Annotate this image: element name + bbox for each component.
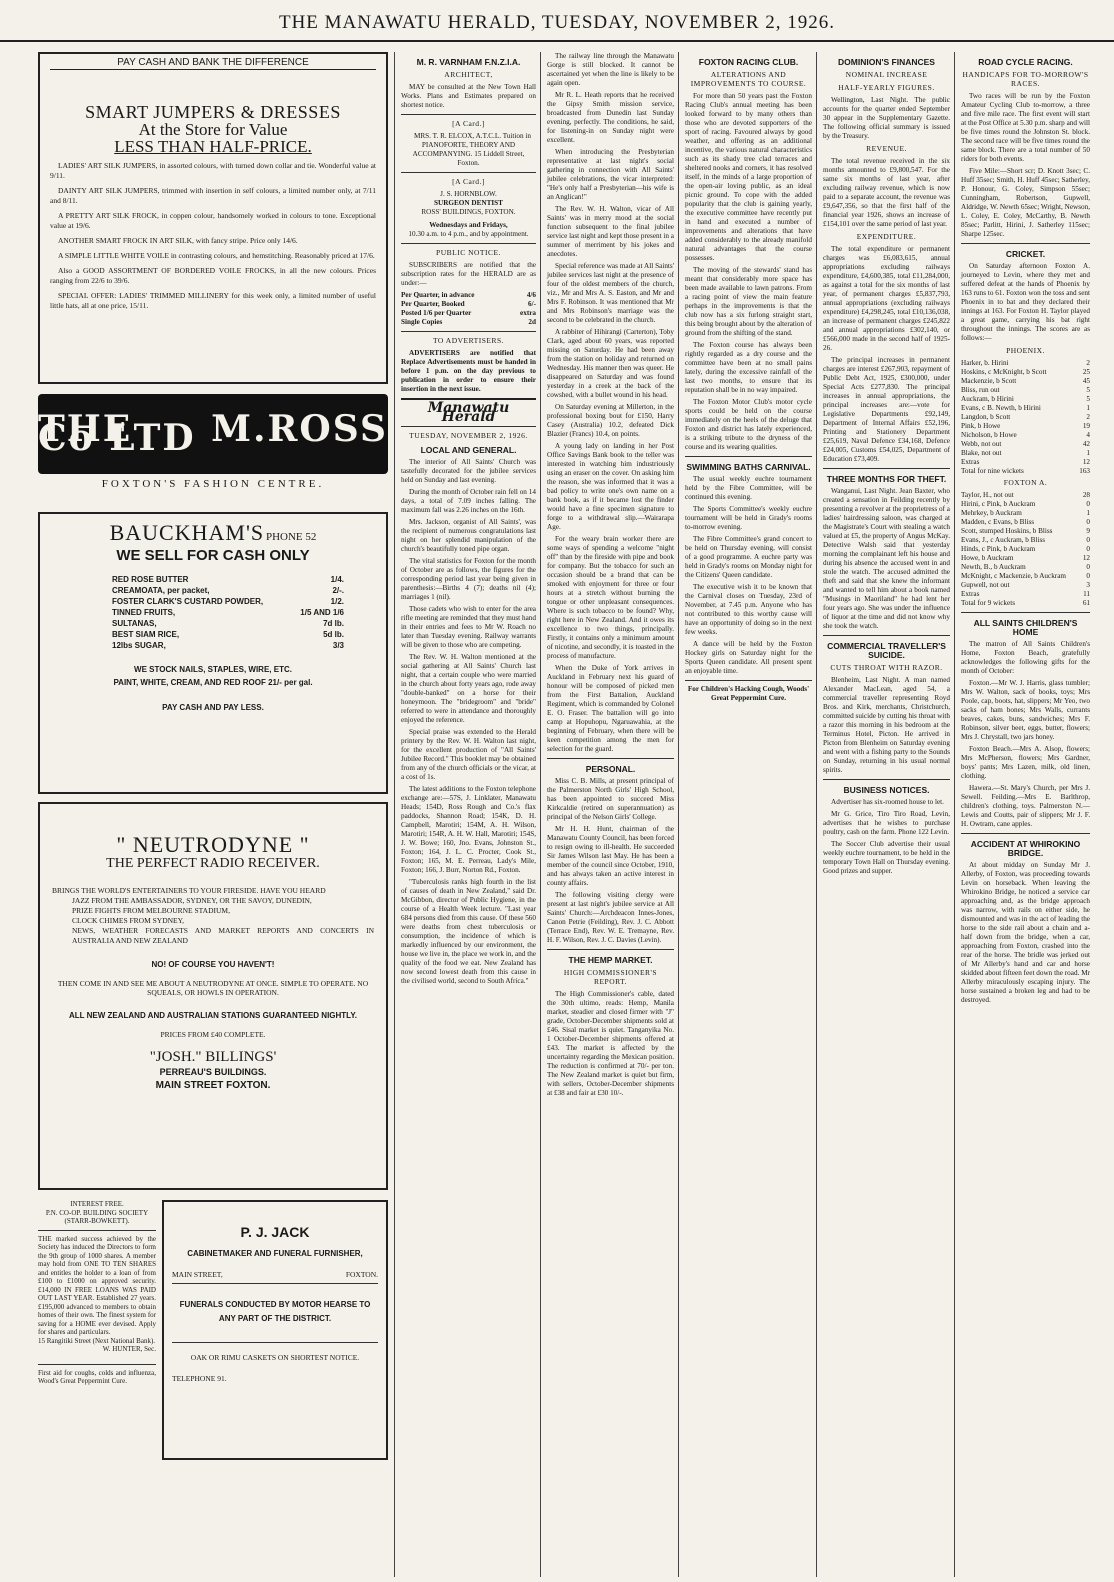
- score-row: [961, 491, 1090, 500]
- rate-label: Posted 1/6 per Quarter: [401, 309, 472, 317]
- neutrodyne-lines: [52, 886, 374, 946]
- column-4: [678, 52, 812, 1577]
- runs: 12: [1082, 458, 1090, 466]
- price-row: [112, 640, 344, 651]
- news-paragraph: Special reference was made at All Saints' jubilee services last night at the presence of four of the oldest members of the church, viz., Mr and Mrs A. S. Easton, and Mr and Mrs F. Robinson. It was mentioned that Mr and Mrs Robinson's marriage was the second to be celebrated in the church.: [547, 262, 674, 324]
- runs: 0: [1086, 536, 1090, 544]
- runs: 0: [1086, 518, 1090, 526]
- jack-town: FOXTON.: [345, 1270, 378, 1279]
- price: 2/-.: [332, 586, 344, 595]
- bauckham-slogan: WE SELL FOR CASH ONLY: [116, 547, 310, 564]
- rate-row: [401, 318, 536, 327]
- public-notice-heading: PUBLIC NOTICE.: [436, 248, 501, 257]
- neutrodyne-not: NO! OF COURSE YOU HAVEN'T!: [151, 960, 275, 969]
- column-5: [816, 52, 950, 1577]
- bauckham-footer: PAY CASH AND PAY LESS.: [162, 703, 264, 712]
- batsman: Taylor, H., not out: [961, 491, 1014, 499]
- score-row: [961, 554, 1090, 563]
- score-row: [961, 467, 1090, 476]
- runs: 2: [1086, 359, 1090, 367]
- expenditure-heading: EXPENDITURE.: [856, 232, 917, 241]
- item: CREAMOATA, per packet,: [112, 586, 210, 595]
- news-paragraph: At about midday on Sunday Mr J. Allerby, of Foxton, was proceeding towards Levin on horseback. When leaving the Whirokino Bridge, he noticed a service car approaching and, as the bridge approach was narrow, with rails on either side, he dismounted and was in the act of leading the horse to the side rail about a chain and a-half down from the bridge, when a car, approaching from Foxton, crashed into the rear of the horse. The bridle was jerked out of Mr Allerby's hand and car and horse skidded about fifteen feet down the road. Mr Allerby miraculously escaping injury. The horse sustained a broken leg and had to be destroyed.: [961, 861, 1090, 1004]
- scorecard-foxton: [961, 491, 1090, 608]
- theft-heading: THREE MONTHS FOR THEFT.: [826, 474, 947, 484]
- cycle-racing-heading: ROAD CYCLE RACING.: [978, 57, 1073, 67]
- news-paragraph: When the Duke of York arrives in Auckland in February next his guard of honour will be composed of picked men from the First Battalion, Auckland Regiment, which is commanded by Colonel E. O. Fraser. The battalion will go into camp at Hopuhopu, Ngaruawahia, at the beginning of February, when there will be keen competition among the men for selection for the guard.: [547, 664, 674, 753]
- batsman: Scott, stumped Hoskins, b Bliss: [961, 527, 1053, 535]
- divider: [401, 426, 536, 427]
- team-foxton-heading: FOXTON A.: [1003, 478, 1048, 487]
- batsman: Hirini, c Pink, b Auckram: [961, 500, 1036, 508]
- nameplate: Manawatu Herald: [427, 400, 510, 425]
- score-row: [961, 518, 1090, 527]
- news-paragraph: The usual weekly euchre tournament held by the Fibre Committee, will be continued this evening.: [685, 475, 812, 501]
- suicide-subheading: CUTS THROAT WITH RAZOR.: [830, 663, 943, 672]
- batsman: Gupwell, not out: [961, 581, 1010, 589]
- store-ad: [38, 52, 388, 384]
- score-row: [961, 563, 1090, 572]
- store-halfprice: LESS THAN HALF-PRICE.: [114, 137, 312, 156]
- news-paragraph: The principal increases in permanent charges are interest £267,903, repayment of Public Debt Act, 1925, £300,000, under Special Acts £277,830. The principal increases in annual appropriations, the principal increases are:—vote for Legislative Departments £92,149, Department of Internal Affairs £52,196, Printing and Stationery Department £25,619, Naval Defence £34,168, Defence £24,005, Customs £54,025, Department of Education £73,409.: [823, 356, 950, 463]
- runs: 2: [1086, 413, 1090, 421]
- neutrodyne-stations: ALL NEW ZEALAND AND AUSTRALIAN STATIONS GUARANTEED NIGHTLY.: [69, 1011, 357, 1020]
- runs: 3: [1086, 581, 1090, 589]
- score-row: [961, 458, 1090, 467]
- ross-tagline: FOXTON'S FASHION CENTRE.: [101, 478, 325, 490]
- news-paragraph: During the month of October rain fell on 14 days, a total of 7.09 inches falling. The maximum fall was 2.26 inches on the 16th.: [401, 488, 536, 514]
- suicide-heading: COMMERCIAL TRAVELLER'S SUICIDE.: [827, 641, 946, 660]
- runs: 0: [1086, 545, 1090, 553]
- divider: [823, 635, 950, 636]
- runs: 1: [1086, 404, 1090, 412]
- score-row: [961, 581, 1090, 590]
- line: CLOCK CHIMES FROM SYDNEY,: [72, 916, 184, 925]
- score-row: [961, 431, 1090, 440]
- jack-street: MAIN STREET,: [172, 1270, 223, 1279]
- news-paragraph: Mr H. H. Hunt, chairman of the Manawatu County Council, has been forced to resign owing to ill-health. He succeeded Sir James Wilson last May. He has been a member of the council since October, 1910, and has always taken an active interest in county affairs.: [547, 825, 674, 887]
- hornblow-days: Wednesdays and Fridays,: [429, 221, 508, 229]
- news-paragraph: The Soccer Club advertise their usual weekly euchre tournament, to be held in the temporary Town Hall on Thursday evening. Good prizes and supper.: [823, 840, 950, 875]
- jack-ad: [162, 1200, 388, 1460]
- news-paragraph: Advertiser has six-roomed house to let.: [831, 798, 944, 806]
- bauckham-stock: WE STOCK NAILS, STAPLES, WIRE, ETC.: [134, 665, 292, 674]
- childrens-home-heading: ALL SAINTS CHILDREN'S HOME: [973, 618, 1078, 637]
- runs: 4: [1086, 431, 1090, 439]
- rate-row: [401, 291, 536, 300]
- store-banner: PAY CASH AND BANK THE DIFFERENCE: [50, 58, 376, 70]
- news-paragraph: Hawera.—St. Mary's Church, per Mrs J. Sewell. Feilding.—Mrs E. Barlthrop, children's clothing, toys. Palmerston N.—Lewis and Coutts, pair of slippers; Mr J. F. H. Owtram, cane apples.: [961, 784, 1090, 828]
- rate-label: Single Copies: [401, 318, 443, 326]
- news-paragraph: The Foxton Motor Club's motor cycle sports could be held on the course immediately on the heels of the deluge that Foxton and district has lately experienced, is a striking tribute to the dryness of the course and its wearing qualities.: [685, 398, 812, 451]
- jack-telephone: TELEPHONE 91.: [172, 1374, 227, 1383]
- neutrodyne-price: PRICES FROM £40 COMPLETE.: [160, 1030, 266, 1039]
- store-item: SPECIAL OFFER: LADIES' TRIMMED MILLINERY for this week only, a limited number of useful little hats, all at one price, 15/11.: [50, 291, 376, 310]
- item: RED ROSE BUTTER: [112, 575, 189, 584]
- racing-club-subheading: ALTERATIONS AND IMPROVEMENTS TO COURSE.: [690, 70, 807, 88]
- news-paragraph: Mr G. Grice, Tiro Tiro Road, Levin, advertises that he wishes to purchase poultry, cash on the farm. Phone 122 Levin.: [823, 810, 950, 836]
- rate-value: 2d: [528, 318, 536, 326]
- divider: [401, 243, 536, 244]
- coop-body: THE marked success achieved by the Society has induced the Directors to form the 9th group of 1000 shares. A member may hold from ONE TO TEN SHARES and entitles the holder to a loan of from £100 to £1000 on approved security. £14,000 IN FREE LOANS WAS PAID OUT LAST YEAR. Established 27 years. £195,000 advanced to members to obtain homes of their own. The finest system for saving for a HOME ever devised. Apply for shares and particulars.: [38, 1234, 156, 1336]
- score-row: [961, 404, 1090, 413]
- divider: [961, 833, 1090, 834]
- finances-sub1: NOMINAL INCREASE: [845, 70, 928, 79]
- line: NEWS, WEATHER FORECASTS AND MARKET REPORTS AND CONCERTS IN AUSTRALIA AND NEW ZEALAND: [72, 926, 374, 945]
- hemp-market-heading: THE HEMP MARKET.: [568, 955, 653, 965]
- score-row: [961, 536, 1090, 545]
- news-paragraph: Those cadets who wish to enter for the area rifle meeting are reminded that they must hand in their entries and fees to Mr W. Roach no later than Tuesday evening. Railway warrants will be given to those who are competing.: [401, 605, 536, 649]
- news-paragraph: Blenheim, Last Night. A man named Alexander MacLean, aged 54, a commercial traveller representing Royd Bros. and Kirk, merchants, Christchurch, committed suicide by cutting his throat with a razor this morning in his bedroom at the Terminus Hotel, Picton. He arrived in Picton from Blenheim on Saturday evening and went with a fishing party to the Sounds on Sunday, returning in his usual normal spirits.: [823, 676, 950, 774]
- rate-row: [401, 309, 536, 318]
- divider: [38, 1230, 156, 1231]
- elcox-card: MRS. T. R. ELCOX, A.T.C.L. Tuition in PIANOFORTE, THEORY AND ACCOMPANYING. 15 Liddell Street, Foxton.: [412, 132, 532, 167]
- masthead: [0, 8, 1114, 42]
- coop-address: 15 Rangitiki Street (Next National Bank).: [38, 1336, 156, 1345]
- bauckham-paint: PAINT, WHITE, CREAM, AND RED ROOF 21/- per gal.: [113, 678, 313, 687]
- business-notices-heading: BUSINESS NOTICES.: [843, 785, 930, 795]
- item: FOSTER CLARK'S CUSTARD POWDER,: [112, 597, 264, 606]
- batsman: Newth, B., b Auckram: [961, 563, 1026, 571]
- rate-row: [401, 300, 536, 309]
- dateline: TUESDAY, NOVEMBER 2, 1926.: [409, 431, 528, 440]
- runs: 9: [1086, 527, 1090, 535]
- neutrodyne-name: " NEUTRODYNE ": [116, 832, 310, 857]
- item: 12lbs SUGAR,: [112, 641, 166, 650]
- batsman: Langdon, b Scott: [961, 413, 1011, 421]
- rate-value: 4/6: [526, 291, 536, 299]
- news-paragraph: "Tuberculosis ranks high fourth in the list of causes of death in New Zealand," said Dr. McGibbon, director of Public Hygiene, in the course of a Health Week lecture. "Last year 684 persons died from this cause. Of these 560 were deaths from chest tuberculosis or consumption, the incidence of which is markedly influenced by our environment, the house we live in, the place we work in, and the quality of the food we eat. New Zealand has now second lowest death from this cause in the civilised world, second to South Africa.": [401, 878, 536, 985]
- jack-funerals: FUNERALS CONDUCTED BY MOTOR HEARSE TO ANY PART OF THE DISTRICT.: [179, 1300, 371, 1323]
- batsman: Extras: [961, 458, 980, 466]
- score-row: [961, 449, 1090, 458]
- coop-secretary: W. HUNTER, Sec.: [102, 1345, 156, 1353]
- news-paragraph: Foxton Beach.—Mrs A. Alsop, flowers; Mrs McPherson, flowers; Mrs Gardner, boys' pants; Mrs Lazen, milk, old linen, clothing.: [961, 745, 1090, 780]
- runs: 11: [1083, 590, 1090, 598]
- main-street-foxton: MAIN STREET FOXTON.: [155, 1080, 271, 1091]
- personal-heading: PERSONAL.: [585, 764, 636, 774]
- store-item: LADIES' ART SILK JUMPERS, in assorted colours, with turned down collar and tie. Wonderful value at 9/11.: [50, 161, 376, 180]
- score-row: [961, 545, 1090, 554]
- news-paragraph: For more than 50 years past the Foxton Racing Club's annual meeting has been looked forward to by many others than those who are devoted supporters of the sport of racing. Favoured always by good weather, and offering as an additional incentive, the various natural characteristics such as its shady tree clad terraces and sheltered nooks and corners, it has resolved itself, in the minds of a large proportion of the open-air loving public, as an ideal picnic ground. To cope with the added popularity that the club is gaining yearly, the executive committee have recently put in hand and executed a number of improvements and alterations that have added considerably to the already manifold natural advantages that the course possesses.: [685, 92, 812, 262]
- divider: [547, 758, 674, 759]
- hornblow-hours: 10.30 a.m. to 4 p.m., and by appointment.: [408, 230, 529, 238]
- batsman: Hoskins, c McKnight, b Scott: [961, 368, 1047, 376]
- news-paragraph: Special praise was extended to the Herald printery by the Rev. W. H. Walton last night, for the excellent production of "All Saints' Jubilee Record." This booklet may be obtained from any of the church officials or the vicar, at a cost of 1s.: [401, 728, 536, 781]
- batsman: Harker, b. Hirini: [961, 359, 1009, 367]
- line: BRINGS THE WORLD'S ENTERTAINERS TO YOUR FIRESIDE. HAVE YOU HEARD: [52, 886, 326, 895]
- news-paragraph: For the weary brain worker there are some ways of spending a welcome "night off" than by the fireside with pipe and book for company. But the tobacco for such an occasion should be a brand that can be smoked with enjoyment for three or four hours at a stretch without burning the tongue or other unpleasant consequences. Where is such tobacco to be found? Why, right here in New Zealand. And it owes its excellence to two things, principally. Firstly, it contains only a minimum amount of nicotine, and secondly, it is toasted in the process of manufacture.: [547, 535, 674, 660]
- price: 1/5 AND 1/6: [300, 608, 344, 617]
- coop-society: P.N. CO-OP. BUILDING SOCIETY (STARR-BOWKETT).: [45, 1208, 149, 1225]
- price: 1/4.: [330, 575, 344, 584]
- ross-logo: THE M.ROSS Co LTD: [38, 394, 388, 474]
- item: BEST SIAM RICE,: [112, 630, 180, 639]
- item: SULTANAS,: [112, 619, 157, 628]
- score-row: [961, 413, 1090, 422]
- news-paragraph: The total expenditure or permanent charges was £6,083,615, annual appropriations excluding railways expenditure, £4,600,385, total £11,284,000, as against a total for the six months of last year, of permanent charges £5,837,793, annual appropriations (excluding railways expenditure) £4,298,245, total £10,136,038, an increase of permanent charges £245,822 and annual appropriations £302,140, or £566,000 made in the second half of 1925-26.: [823, 245, 950, 352]
- store-heading: SMART JUMPERS & DRESSES: [85, 102, 341, 122]
- store-item: ANOTHER SMART FROCK IN ART SILK, with fancy stripe. Price only 14/6.: [58, 236, 298, 245]
- column-2: [394, 52, 536, 1577]
- batsman: Blake, not out: [961, 449, 1002, 457]
- price: 1/2.: [330, 597, 344, 606]
- runs: 42: [1082, 440, 1090, 448]
- news-paragraph: The matron of All Saints Children's Home, Foxton Beach, gratefully acknowledges the following gifts for the month of October:: [961, 640, 1090, 675]
- runs: 45: [1082, 377, 1090, 385]
- news-paragraph: The Rev. W. H. Walton mentioned at the social gathering at All Saints' Church last night, that a certain couple who were married in the church about forty years ago, rode away "double-banked" on a horse for their honeymoon. The "bridegroom" and "bride" referred to were in attendance and thoroughly enjoyed the reference.: [401, 653, 536, 724]
- news-paragraph: The Foxton course has always been rightly regarded as a dry course and the committee have been at no small pains lately, during the excessive rainfall of the last two months, to ensure that its reputation shall be in no way impaired.: [685, 341, 812, 394]
- price-row: [112, 596, 344, 607]
- score-row: [961, 377, 1090, 386]
- score-row: [961, 500, 1090, 509]
- cycle-racing-subheading: HANDICAPS FOR TO-MORROW'S RACES.: [962, 70, 1089, 88]
- news-paragraph: The interior of All Saints' Church was tastefully decorated for the jubilee services held on Sunday and last evening.: [401, 458, 536, 484]
- batsman: Madden, c Evans, b Bliss: [961, 518, 1035, 526]
- racing-club-heading: FOXTON RACING CLUB.: [698, 57, 799, 67]
- store-item: A SIMPLE LITTLE WHITE VOILE in contrasting colours, and hemstitching. Reasonably priced at 17/6.: [58, 251, 375, 260]
- batsman: Hinds, c Pink, b Auckram: [961, 545, 1036, 553]
- rate-value: extra: [520, 309, 536, 317]
- news-paragraph: Miss C. B. Mills, at present principal of the Palmerston North Girls' High School, has been appointed to succeed Miss Kirkcaldie (retired on superannuation) as principal of the Nelson Girls' College.: [547, 777, 674, 821]
- coop-ad: [38, 1200, 162, 1460]
- score-row: [961, 395, 1090, 404]
- runs: 12: [1082, 554, 1090, 562]
- news-paragraph: The Fibre Committee's grand concert to be held on Thursday evening, will consist of a good programme. A euchre party was held in Grady's rooms on Monday night for the Citizens' Queen candidate.: [685, 535, 812, 579]
- neutrodyne-come: THEN COME IN AND SEE ME ABOUT A NEUTRODYNE AT ONCE. SIMPLE TO OPERATE. NO SQUEALS, OR HOWLS IN OPERATION.: [57, 979, 369, 997]
- score-row: [961, 572, 1090, 581]
- score-row: [961, 386, 1090, 395]
- news-paragraph: The Rev. W. H. Walton, vicar of All Saints' was in merry mood at the social function subsequent to the final jubilee service last night and kept those present in a summer of merriment by his jokes and anecdotes.: [547, 205, 674, 258]
- news-paragraph: Mrs. Jackson, organist of All Saints', was the recipient of numerous congratulations last night on her splendid manipulation of the church's beautifully toned pipe organ.: [401, 518, 536, 553]
- finances-sub2: HALF-YEARLY FIGURES.: [838, 83, 935, 92]
- rate-value: 6/-: [528, 300, 536, 308]
- hornblow-name: J. S. HORNBLOW.: [440, 190, 497, 198]
- line: JAZZ FROM THE AMBASSADOR, SYDNEY, OR THE SAVOY, DUNEDIN,: [72, 896, 312, 905]
- runs: 1: [1086, 449, 1090, 457]
- runs: 0: [1086, 572, 1090, 580]
- score-row: [961, 509, 1090, 518]
- masthead-title: THE MANAWATU HERALD, TUESDAY, NOVEMBER 2, 1926.: [278, 12, 836, 33]
- batsman: Evans, J., c Auckram, b Bliss: [961, 536, 1046, 544]
- runs: 28: [1082, 491, 1090, 499]
- jack-name: P. J. JACK: [240, 1224, 310, 1240]
- runs: 0: [1086, 500, 1090, 508]
- batsman: Evans, c B. Newth, b Hirini: [961, 404, 1041, 412]
- news-paragraph: The High Commissioner's cable, dated the 30th ultimo, reads: Hemp, Manila market, steadier and closed firmer with "J" grade, October-December shipments sold at £46. Sisal market is quiet. Tanganyika No. 1 October-December shipments offered at £43. The market is affected by the uncertainty regarding the Mexican position. The reduction is confirmed at 70/- per ton. The New Zealand market is quiet but firm, with sellers, October-December shipments at £38 and fair at £30 10/-.: [547, 990, 674, 1097]
- batsman: Extras: [961, 590, 980, 598]
- news-paragraph: The moving of the stewards' stand has meant that considerably more space has been made available to lawn patrons. From a racing point of view the main feature perhaps in the improvements is that the club now has a six furlong straight start, this being brought about by the alteration of ground from the shifting of the stand.: [685, 266, 812, 337]
- news-paragraph: The Sports Committee's weekly euchre tournament will be held in Grady's rooms to-morrow evening.: [685, 505, 812, 531]
- news-paragraph: Two races will be run by the Foxton Amateur Cycling Club to-morrow, a three and five mile race. The first event will start at the Post Office at 5.30 p.m. sharp and will be five times round the Johnston St. block. The second race will be five times round the same block. There are a total number of 50 riders for both events.: [961, 92, 1090, 163]
- divider: [401, 114, 536, 115]
- bauckham-ad: [38, 512, 388, 794]
- rate-label: Per Quarter, Booked: [401, 300, 465, 308]
- store-item: A PRETTY ART SILK FROCK, in coppen colour, handsomely worked in colours to tone. Exceptional value at 19/6.: [50, 211, 376, 230]
- advertisers-heading: TO ADVERTISERS.: [432, 336, 505, 345]
- news-paragraph: Foxton.—Mr W. J. Harris, glass tumbler; Mrs W. Walton, sack of books, toys; Mrs Poole, cap, boots, hat, slippers; Mr Yeo, two sacks of ham bones; Mrs Walls, currants beaves, cakes, buns, sandwiches; Mrs F. Robinson, silver beet, eggs, butter, flowers; Mrs J. Chrystall, two jars honey.: [961, 679, 1090, 741]
- jack-caskets: OAK OR RIMU CASKETS ON SHORTEST NOTICE.: [190, 1353, 360, 1362]
- swimming-carnival-heading: SWIMMING BATHS CARNIVAL.: [686, 462, 811, 472]
- news-paragraph: The railway line through the Manawatu Gorge is still blocked. It cannot be ascertained yet when the line is likely to be again open.: [547, 52, 674, 87]
- neutrodyne-ad: [38, 802, 388, 1190]
- news-paragraph: A rabbiter of Hihirangi (Carterton), Toby Clark, aged about 60 years, was reported missing on Saturday. He had been away from the station on holiday and returned on Wednesday. His manner then was queer. He disappeared on Saturday and was found yesterday in a creek at the back of the cowshed, with a bullet wound in his head.: [547, 328, 674, 399]
- item: TINNED FRUITS,: [112, 608, 176, 617]
- news-paragraph: When introducing the Presbyterian representative at last night's social gathering in connection with All Saints' jubilee celebrations, the vicar interpreted: "He's only half a Presbyterian—his wife is an Anglican!": [547, 148, 674, 201]
- batsman: Total for 9 wickets: [961, 599, 1015, 607]
- hornblow-title: SURGEON DENTIST: [434, 199, 503, 207]
- divider: [172, 1342, 378, 1343]
- news-paragraph: A dance will be held by the Foxton Hockey girls on Saturday night for the Sports Queen candidate. All present spent an enjoyable time.: [685, 640, 812, 675]
- divider: [823, 779, 950, 780]
- news-paragraph: On Saturday evening at Millerton, in the professional boxing bout for £150, Harry Casey (Australia) 10.2, defeated Dick Blazier (Francs) 10.4, on points.: [547, 403, 674, 438]
- ross-ad: [38, 394, 388, 504]
- divider: [685, 680, 812, 681]
- news-paragraph: A young lady on landing in her Post Office Savings Bank book to the teller was interested in watching him industriously using an eraser on the cover. On asking him the reason, she was informed that it was a bad policy to write one's own name on a bank book, as if it became lost the finder would have a fine specimen signature to forge to a withdrawal slip.—Wairarapa Age.: [547, 442, 674, 531]
- price: 3/3: [332, 641, 344, 650]
- price-row: [112, 618, 344, 629]
- rate-label: Per Quarter, in advance: [401, 291, 475, 299]
- team-phoenix-heading: PHOENIX.: [1006, 346, 1045, 355]
- runs: 1: [1086, 509, 1090, 517]
- card-label: [A Card.]: [452, 177, 485, 186]
- batsman: Mackenzie, b Scott: [961, 377, 1017, 385]
- price-row: [112, 574, 344, 585]
- news-paragraph: The latest additions to the Foxton telephone exchange are:—57S, J. Linklater, Manawatu Heads; 154D, Ross Rough and Co.'s flax paddocks, Shannon Road; 154K, D. H. Campbell, Marotiri; 154M, A. H. Wilson, Marotiri; 154R, A. H. W. Hall, Marotiri; 154S, J. W. Bowe; 160, Jno. Evans, Johnston St., Foxton; 164, J. L. C. Procter, Cook St., Foxton; 165, M. E. Perreau, Lady's Mile, Foxton; 166, J. Burr, Norton Rd., Foxton.: [401, 785, 536, 874]
- divider: [961, 243, 1090, 244]
- bauckham-name: BAUCKHAM'S: [109, 520, 265, 545]
- batsman: Webb, not out: [961, 440, 1002, 448]
- column-3: [540, 52, 674, 1577]
- jack-trade: CABINETMAKER AND FUNERAL FURNISHER,: [187, 1249, 363, 1258]
- runs: 25: [1082, 368, 1090, 376]
- varnham-body: MAY be consulted at the New Town Hall Works. Plans and Estimates prepared on shortest notice.: [401, 83, 536, 109]
- store-items: [50, 161, 376, 311]
- varnham-name: M. R. VARNHAM F.N.Z.I.A.: [416, 57, 521, 67]
- batsman: Total for nine wickets: [961, 467, 1024, 475]
- column-6: [954, 52, 1090, 1577]
- divider: [547, 949, 674, 950]
- batsman: Bliss, run out: [961, 386, 1000, 394]
- runs: 5: [1086, 395, 1090, 403]
- news-paragraph: The total revenue received in the six months amounted to £9,800,547. For the same six months of last year, after excluding railway revenue, which is now paid to a separate account, the revenue was £9,647,356, so that the first half of the financial year 1926, shows an increase of £154,101 over the same period of last year.: [823, 157, 950, 228]
- score-row: [961, 599, 1090, 608]
- josh-billings: "JOSH." BILLINGS': [149, 1049, 277, 1065]
- card-label: [A Card.]: [452, 119, 485, 128]
- news-paragraph: Five Mile:—Short scr; D. Knott 3sec; C. Huff 35sec; Smith, H. Huff 45sec; Satherley, P. Honour, G. Coley, Simpson 55sec; Cunningham, Robertson, Gupwell, Aldridge, W. Newth 65sec; Wright, Newson, L. Coley, E. Coley, McCarthy, B. Newth 85sec; Parlitt, Hirini, J. Satherley 115sec; Sharpe 125sec.: [961, 167, 1090, 238]
- line: PRIZE FIGHTS FROM MELBOURNE STADIUM,: [72, 906, 230, 915]
- bottom-ads: [38, 1200, 388, 1460]
- divider: [823, 468, 950, 469]
- accident-heading: ACCIDENT AT WHIROKINO BRIDGE.: [970, 839, 1081, 858]
- news-paragraph: Wellington, Last Night. The public accounts for the quarter ended September 30 appear in the Supplementary Gazette. The following official summary is issued by the Treasury.: [823, 96, 950, 140]
- advertisers-body: ADVERTISERS are notified that Replace Advertisements must be handed in before 1 p.m. on the day previous to publication in order to ensure their insertion in the next issue.: [401, 349, 536, 393]
- divider: [961, 612, 1090, 613]
- divider: [685, 456, 812, 457]
- score-row: [961, 359, 1090, 368]
- jack-address: [172, 1270, 378, 1279]
- score-row: [961, 590, 1090, 599]
- runs: 163: [1079, 467, 1090, 475]
- price: 7d lb.: [323, 619, 344, 628]
- runs: 61: [1082, 599, 1090, 607]
- score-row: [961, 368, 1090, 377]
- runs: 19: [1082, 422, 1090, 430]
- news-paragraph: Wanganui, Last Night. Jean Baxter, who created a sensation in Feilding recently by presenting a revolver at the proprietress of a ladies' hairdressing saloon, was charged at the Magistrate's Court with stealing a watch valued at £5, the property of Angus McKay. Detective Walsh said that yesterday morning the complainant left his house and during his absence the accused went in and stole the watch. The accused admitted the theft and said that she knew the informant and wanted to tell him about a book named "Musings in Maoriland" he had lent her four years ago. She was under the influence of liquor at the time and did not know why she took the watch.: [823, 487, 950, 630]
- batsman: Mehrkey, b Auckram: [961, 509, 1022, 517]
- store-item: Also a GOOD ASSORTMENT OF BORDERED VOILE FROCKS, in all the new colours. Prices ranging from 22/6 to 39/6.: [50, 266, 376, 285]
- runs: 0: [1086, 563, 1090, 571]
- price-row: [112, 607, 344, 618]
- news-paragraph: The vital statistics for Foxton for the month of October are as follows, the figures for the corresponding period last year being given in parenthesis:—Births 4 (7); deaths nil (4); marriages 1 (nil).: [401, 557, 536, 601]
- local-and-general-heading: LOCAL AND GENERAL.: [420, 445, 517, 455]
- varnham-title: ARCHITECT,: [444, 70, 493, 79]
- price-row: [112, 585, 344, 596]
- score-row: [961, 422, 1090, 431]
- divider: [401, 172, 536, 173]
- news-paragraph: Mr R. L. Heath reports that he received the Gipsy Smith mission service, broadcasted from Dunedin last Sunday evening, perfectly. The conditions, he said, for listening-in on Sunday night were excellent.: [547, 91, 674, 144]
- cough-ad: First aid for coughs, colds and influenza, Wood's Great Peppermint Cure.: [38, 1368, 156, 1385]
- news-paragraph: The executive wish it to be known that the Carnival closes on Tuesday, 23rd of November, at 7.45 p.m. Anyone who has not contributed to this worthy cause will have an opportunity of doing so in the next few weeks.: [685, 583, 812, 636]
- finances-heading: DOMINION'S FINANCES: [838, 57, 935, 67]
- batsman: Auckram, b Hirini: [961, 395, 1014, 403]
- batsman: Nicholson, b Howe: [961, 431, 1017, 439]
- news-paragraph: The following visiting clergy were present at last night's jubilee service at All Saints' Church:—Archdeacon Innes-Jones, Canon Petrie (Feilding), Rev. J. C. Abbott (Terrace End), Rev. W. E. Tremayne, Rev. H. F. Wilson, Rev. J. C. Davies (Levin).: [547, 891, 674, 944]
- store-item: DAINTY ART SILK JUMPERS, trimmed with insertion in self colours, a limited number only, at 7/11 and 8/11.: [50, 186, 376, 205]
- neutrodyne-subtitle: THE PERFECT RADIO RECEIVER.: [106, 856, 320, 871]
- cough-cure-ad: For Children's Hacking Cough, Woods' Great Peppermint Cure.: [687, 685, 810, 702]
- price: 5d lb.: [323, 630, 344, 639]
- divider: [172, 1283, 378, 1284]
- column-ads: [38, 52, 388, 1577]
- cricket-heading: CRICKET.: [1005, 249, 1046, 259]
- revenue-heading: REVENUE.: [866, 144, 907, 153]
- public-notice-body: SUBSCRIBERS are notified that the subscription rates for the HERALD are as under:—: [401, 261, 536, 287]
- coop-interest-free: INTEREST FREE.: [70, 1200, 124, 1208]
- batsman: McKnight, c Mackenzie, b Auckram: [961, 572, 1066, 580]
- batsman: Pink, b Howe: [961, 422, 1001, 430]
- bauckham-phone: PHONE 52: [265, 531, 317, 543]
- store-subheading: At the Store for Value: [138, 120, 288, 139]
- scorecard-phoenix: [961, 359, 1090, 476]
- score-row: [961, 440, 1090, 449]
- runs: 5: [1086, 386, 1090, 394]
- price-row: [112, 629, 344, 640]
- score-row: [961, 527, 1090, 536]
- perreaus-buildings: PERREAU'S BUILDINGS.: [159, 1067, 267, 1077]
- batsman: Howe, b Auckram: [961, 554, 1014, 562]
- divider: [401, 331, 536, 332]
- hemp-market-subheading: HIGH COMMISSIONER'S REPORT.: [563, 968, 658, 986]
- hornblow-address: ROSS' BUILDINGS, FOXTON.: [421, 208, 516, 216]
- news-paragraph: On Saturday afternoon Foxton A. journeyed to Levin, where they met and suffered defeat at the hands of Phoenix by 163 runs to 61. Foxton won the toss and sent Phoenix in to bat and they declared their innings at 163. For Foxton H. Taylor played a great game, carrying his bat right throughout the innings. The scores are as follows:—: [961, 262, 1090, 342]
- bauckham-price-list: [112, 574, 344, 651]
- divider: [38, 1364, 156, 1365]
